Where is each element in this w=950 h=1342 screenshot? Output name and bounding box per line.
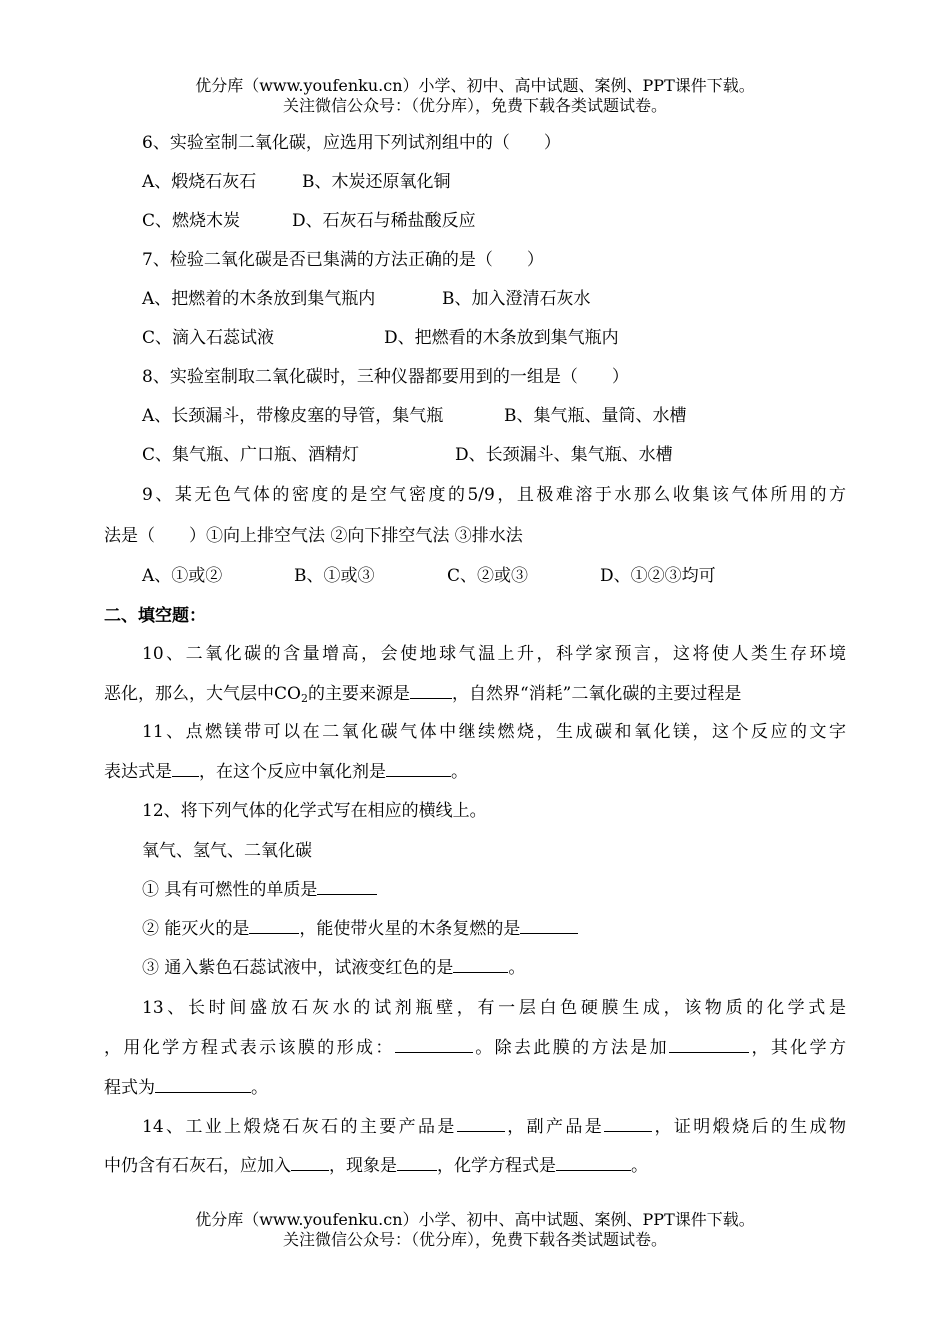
q11-blank-2[interactable] [386,762,451,777]
q14-text-f: ，化学方程式是 [437,1156,556,1176]
q10-text-b: 的主要来源是 [307,684,410,704]
q13-blank-1[interactable] [395,1038,473,1053]
q11-text-c: 。 [451,762,468,782]
section-2-title: 二、填空题： [104,606,206,626]
q12-blank-4[interactable] [453,958,508,973]
q11-line-1: 11、点燃镁带可以在二氧化碳气体中继续燃烧，生成碳和氧化镁，这个反应的文字 [142,722,846,742]
footer-line-1: 优分库（www.youfenku.cn）小学、初中、高中试题、案例、PPT课件下载。 [195,1210,755,1229]
q13-line-3 [104,1073,268,1098]
q14-blank-1[interactable] [457,1117,505,1132]
q12-sub-2-text-a: ② 能灭火的是 [142,919,250,939]
q13-blank-2[interactable] [669,1038,749,1053]
q10-text-a: 恶化，那么，大气层中CO [104,684,301,704]
q12-sub-2 [142,914,578,939]
q14-text-d: 中仍含有石灰石，应加入 [104,1156,291,1176]
q14-blank-3[interactable] [291,1156,329,1171]
q13-text-c: ，其化学方 [749,1038,847,1058]
q13-line-1: 13、长时间盛放石灰水的试剂瓶壁，有一层白色硬膜生成，该物质的化学式是 [142,998,846,1018]
q12-blank-1[interactable] [317,880,377,895]
q14-blank-5[interactable] [556,1156,631,1171]
q6-stem: 6、实验室制二氧化碳，应选用下列试剂组中的（ ） [142,133,561,153]
q9-option-a: A、①或② [142,566,223,586]
page-footer [0,1210,950,1250]
q13-line-2 [104,1033,846,1058]
q7-stem: 7、检验二氧化碳是否已集满的方法正确的是（ ） [142,250,544,270]
q11-text-b: ，在这个反应中氧化剂是 [199,762,386,782]
q12-blank-2[interactable] [249,919,299,934]
q7-option-c: C、滴入石蕊试液 [142,328,275,348]
q14-blank-2[interactable] [604,1117,652,1132]
q12-sub-3-text-a: ③ 通入紫色石蕊试液中，试液变红色的是 [142,958,454,978]
q9-option-d: D、①②③均可 [600,566,716,586]
q6-option-d: D、石灰石与稀盐酸反应 [292,211,476,231]
header-line-1: 优分库（www.youfenku.cn）小学、初中、高中试题、案例、PPT课件下载。 [195,76,755,95]
q13-text-a: ，用化学方程式表示该膜的形成： [104,1038,395,1058]
q8-option-c: C、集气瓶、广口瓶、酒精灯 [142,445,360,465]
page-header [0,76,950,116]
q9-options [142,561,716,586]
q6-options-row-2 [142,206,476,231]
q14-text-g: 。 [631,1156,648,1176]
q6-options-row-1 [142,167,451,192]
q7-option-b: B、加入澄清石灰水 [442,289,591,309]
q8-option-d: D、长颈漏斗、集气瓶、水槽 [455,445,673,465]
q14-text-b: ，副产品是 [504,1117,605,1137]
q11-line-2 [104,757,468,782]
q8-option-b: B、集气瓶、量筒、水槽 [504,406,687,426]
q10-blank-1[interactable] [410,684,452,699]
header-line-2: 关注微信公众号：（优分库），免费下载各类试题试卷。 [282,96,667,115]
q8-option-a: A、长颈漏斗，带橡皮塞的导管，集气瓶 [142,406,444,426]
q8-stem: 8、实验室制取二氧化碳时，三种仪器都要用到的一组是（ ） [142,367,629,387]
q9-stem-line-2: 法是（ ）①向上排空气法 ②向下排空气法 ③排水法 [104,526,523,546]
q7-options-row-2 [142,323,619,348]
q10-co2-subscript: 2 [300,692,308,705]
q12-sub-1 [142,875,377,900]
q10-text-c: ，自然界“消耗”二氧化碳的主要过程是 [451,684,742,704]
q12-blank-3[interactable] [520,919,578,934]
q14-text-c: ，证明煅烧后的生成物 [652,1117,847,1137]
q12-sub-2-text-b: ，能使带火星的木条复燃的是 [299,919,521,939]
q8-options-row-1 [142,401,687,426]
q9-option-b: B、①或③ [294,566,375,586]
q12-gases: 氧气、氢气、二氧化碳 [142,841,312,861]
q6-option-b: B、木炭还原氧化铜 [302,172,451,192]
q8-options-row-2 [142,440,673,465]
q12-stem: 12、将下列气体的化学式写在相应的横线上。 [142,801,487,821]
q14-line-1 [142,1112,846,1137]
q7-option-d: D、把燃看的木条放到集气瓶内 [384,328,619,348]
q11-text-a: 表达式是 [104,762,172,782]
q6-option-c: C、燃烧木炭 [142,211,241,231]
q14-blank-4[interactable] [397,1156,437,1171]
q14-text-a: 14、工业上煅烧石灰石的主要产品是 [142,1117,457,1137]
q12-sub-1-text: ① 具有可燃性的单质是 [142,880,318,900]
q7-option-a: A、把燃着的木条放到集气瓶内 [142,289,376,309]
q9-option-c: C、②或③ [447,566,529,586]
q14-line-2 [104,1151,648,1176]
footer-line-2: 关注微信公众号：（优分库），免费下载各类试题试卷。 [282,1230,667,1249]
q7-options-row-1 [142,284,591,309]
q13-text-d: 程式为 [104,1078,155,1098]
q10-line-2 [104,679,741,704]
q14-text-e: ，现象是 [329,1156,397,1176]
q13-text-e: 。 [251,1078,268,1098]
q10-line-1: 10、二氧化碳的含量增高，会使地球气温上升，科学家预言，这将使人类生存环境 [142,644,846,664]
q11-blank-1[interactable] [172,762,199,777]
q13-blank-3[interactable] [155,1078,251,1093]
q9-stem-line-1: 9、某无色气体的密度的是空气密度的5/9，且极难溶于水那么收集该气体所用的方 [142,485,846,505]
q6-option-a: A、煅烧石灰石 [142,172,257,192]
q13-text-b: 。除去此膜的方法是加 [472,1038,670,1058]
q12-sub-3 [142,953,525,978]
q12-sub-3-text-b: 。 [508,958,526,978]
